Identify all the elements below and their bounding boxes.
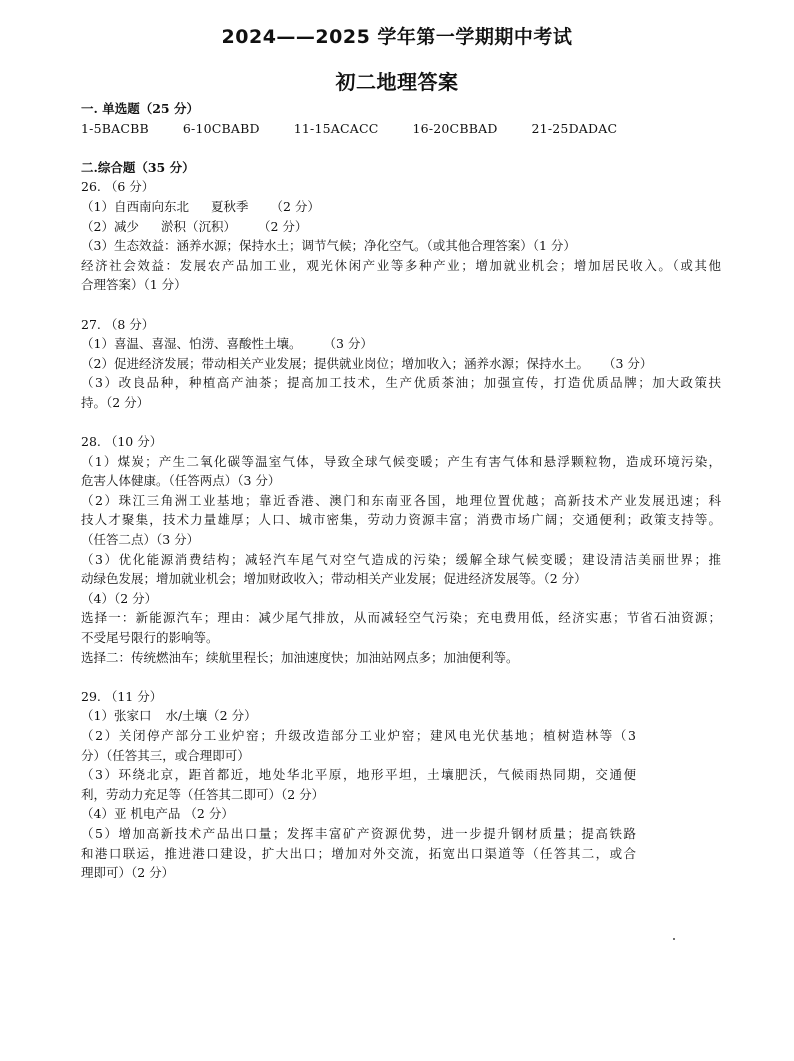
mcq-answers-row bbox=[81, 119, 721, 139]
q29-answer-line: 理即可）（2 分） bbox=[81, 865, 175, 881]
section2-heading: 二.综合题（35 分） bbox=[81, 159, 195, 175]
q28-answer-line: （1）煤炭；产生二氧化碳等温室气体，导致全球气候变暖；产生有害气体和悬浮颗粒物，造成环境污染， bbox=[81, 453, 721, 469]
q26-answer-line: 合理答案）（1 分） bbox=[81, 277, 187, 293]
q29-answer-line: （3）环绕北京，距首都近，地处华北平原，地形平坦，土壤肥沃，气候雨热同期，交通便 bbox=[81, 767, 636, 783]
q29-answer-line: 分）（任答其三，或合理即可） bbox=[81, 747, 250, 763]
q26-answer-line: 经济社会效益：发展农产品加工业，观光休闲产业等多种产业；增加就业机会；增加居民收入。（或其他 bbox=[81, 257, 721, 273]
q28-answer-line: 选择一：新能源汽车；理由：减少尾气排放，从而减轻空气污染；充电费用低，经济实惠；节省石油资源； bbox=[81, 610, 721, 626]
q29-answer-line: 和港口联运，推进港口建设，扩大出口；增加对外交流，拓宽出口渠道等（任答其二，或合 bbox=[81, 845, 636, 861]
mcq-answer-group: 1-5BACBB bbox=[81, 120, 149, 136]
scan-speck bbox=[673, 938, 675, 940]
q26-answer-line: （3）生态效益：涵养水源；保持水土；调节气候；净化空气。（或其他合理答案）（1 分） bbox=[81, 238, 576, 254]
mcq-answer-group: 16-20CBBAD bbox=[412, 120, 498, 136]
q29-answer-line: （1）张家口 水/土壤（2 分） bbox=[81, 708, 257, 724]
exam-subtitle: 初二地理答案 bbox=[335, 70, 459, 94]
q29-answer-line: 利，劳动力充足等（任答其二即可）（2 分） bbox=[81, 786, 325, 802]
mcq-answer-group: 21-25DADAC bbox=[531, 120, 618, 136]
mcq-answer-group: 11-15ACACC bbox=[293, 120, 379, 136]
q29-answer-line: （4）亚 机电产品 （2 分） bbox=[81, 806, 234, 822]
q26-heading: 26. （6 分） bbox=[81, 179, 155, 195]
q26-answer-line: （1）自西南向东北 夏秋季 （2 分） bbox=[81, 198, 320, 214]
mcq-answer-group: 6-10CBABD bbox=[182, 120, 260, 136]
q28-answer-line: 选择二：传统燃油车；续航里程长；加油速度快；加油站网点多；加油便利等。 bbox=[81, 649, 519, 665]
q28-answer-line: 动绿色发展；增加就业机会；增加财政收入；带动相关产业发展；促进经济发展等。（2 分） bbox=[81, 571, 587, 587]
q28-answer-line: 不受尾号限行的影响等。 bbox=[81, 630, 219, 646]
q26-answer-line: （2）减少 淤积（沉积） （2 分） bbox=[81, 218, 308, 234]
section1-heading: 一. 单选题（25 分） bbox=[81, 101, 199, 116]
exam-title: 2024——2025 学年第一学期期中考试 bbox=[221, 26, 573, 48]
q27-answer-line: （3）改良品种，种植高产油茶；提高加工技术，生产优质茶油；加强宣传，打造优质品牌；加大政策扶 bbox=[81, 375, 721, 391]
q27-answer-line: （1）喜温、喜湿、怕涝、喜酸性土壤。 （3 分） bbox=[81, 336, 373, 352]
q29-answer-line: （5）增加高新技术产品出口量；发挥丰富矿产资源优势，进一步提升钢材质量；提高铁路 bbox=[81, 825, 636, 841]
q28-answer-line: （4）（2 分） bbox=[81, 590, 158, 606]
q28-heading: 28. （10 分） bbox=[81, 434, 163, 450]
q27-answer-line: （2）促进经济发展；带动相关产业发展；提供就业岗位；增加收入；涵养水源；保持水土。 （3 分） bbox=[81, 355, 653, 371]
q28-answer-line: 危害人体健康。（任答两点）（3 分） bbox=[81, 473, 281, 489]
q28-answer-line: （2）珠江三角洲工业基地；靠近香港、澳门和东南亚各国，地理位置优越；高新技术产业发展迅速；科 bbox=[81, 492, 721, 508]
q27-heading: 27. （8 分） bbox=[81, 316, 155, 332]
q28-answer-line: （任答二点）（3 分） bbox=[81, 532, 200, 548]
q28-answer-line: （3）优化能源消费结构；减轻汽车尾气对空气造成的污染；缓解全球气候变暖；建设清洁美丽世界；推 bbox=[81, 551, 721, 567]
answer-content bbox=[81, 99, 721, 883]
q29-heading: 29. （11 分） bbox=[81, 688, 163, 704]
q28-answer-line: 技人才聚集，技术力量雄厚；人口、城市密集，劳动力资源丰富；消费市场广阔；交通便利；政策支持等。 bbox=[81, 512, 721, 528]
q27-answer-line: 持。（2 分） bbox=[81, 394, 150, 410]
q29-answer-line: （2）关闭停产部分工业炉窑；升级改造部分工业炉窑；建风电光伏基地；植树造林等（3 bbox=[81, 728, 636, 743]
